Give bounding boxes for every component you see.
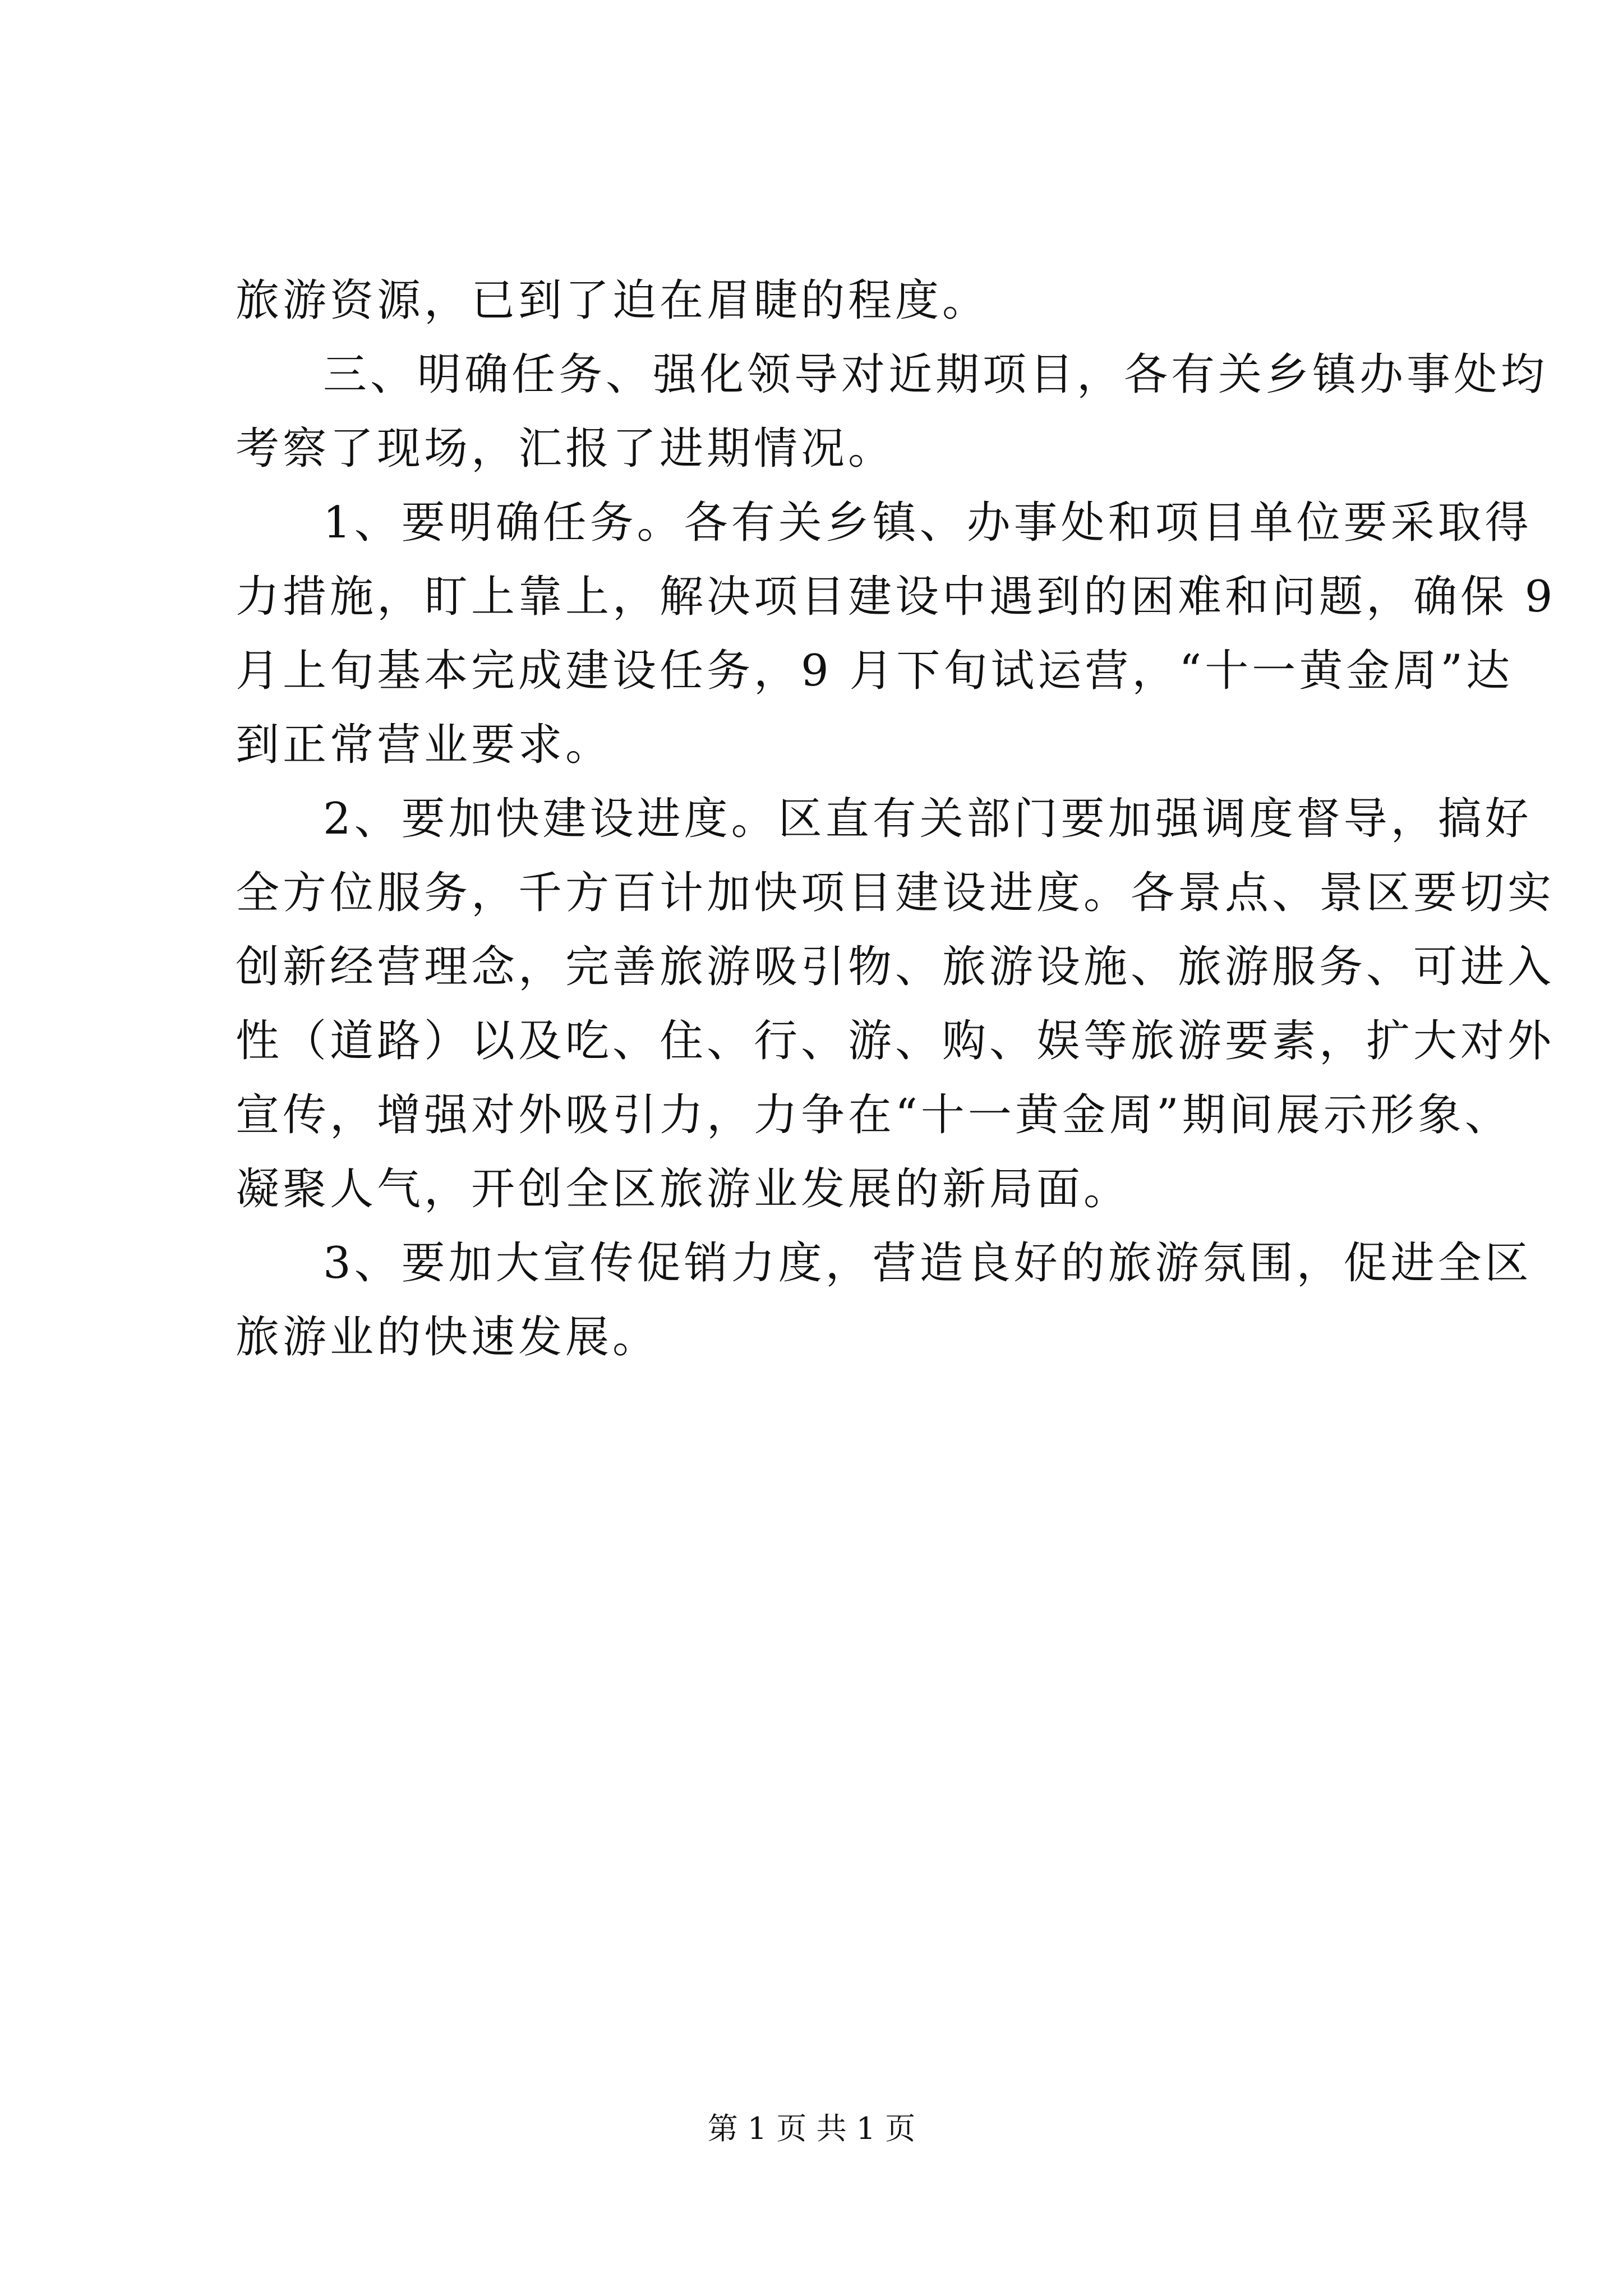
paragraph-line: 到正常营业要求。 (236, 720, 613, 770)
paragraph-line: 月上旬基本完成建设任务，9 月下旬试运营，“十一黄金周”达 (236, 646, 1514, 696)
paragraph-line: 宣传，增强对外吸引力，力争在“十一黄金周”期间展示形象、 (236, 1090, 1512, 1140)
paragraph-line: 1、要明确任务。各有关乡镇、办事处和项目单位要采取得 (323, 498, 1532, 548)
paragraph-line: 三、明确任务、强化领导对近期项目，各有关乡镇办事处均 (323, 349, 1548, 400)
paragraph-line: 旅游业的快速发展。 (236, 1312, 660, 1363)
paragraph-line: 全方位服务，千方百计加快项目建设进度。各景点、景区要切实 (236, 868, 1555, 918)
paragraph-line: 力措施，盯上靠上，解决项目建设中遇到的困难和问题，确保 9 (236, 572, 1556, 622)
paragraph-line: 旅游资源，已到了迫在眉睫的程度。 (236, 275, 990, 326)
page-footer: 第 1 页 共 1 页 (707, 2111, 916, 2146)
paragraph-line: 2、要加快建设进度。区直有关部门要加强调度督导，搞好 (323, 794, 1532, 844)
paragraph-line: 凝聚人气，开创全区旅游业发展的新局面。 (236, 1164, 1131, 1214)
paragraph-line: 3、要加大宣传促销力度，营造良好的旅游氛围，促进全区 (323, 1238, 1532, 1289)
paragraph-line: 考察了现场，汇报了进期情况。 (236, 424, 896, 474)
document-body (236, 264, 1556, 1374)
paragraph-line: 创新经营理念，完善旅游吸引物、旅游设施、旅游服务、可进入 (236, 942, 1555, 992)
paragraph-line: 性（道路）以及吃、住、行、游、购、娱等旅游要素，扩大对外 (236, 1016, 1555, 1066)
